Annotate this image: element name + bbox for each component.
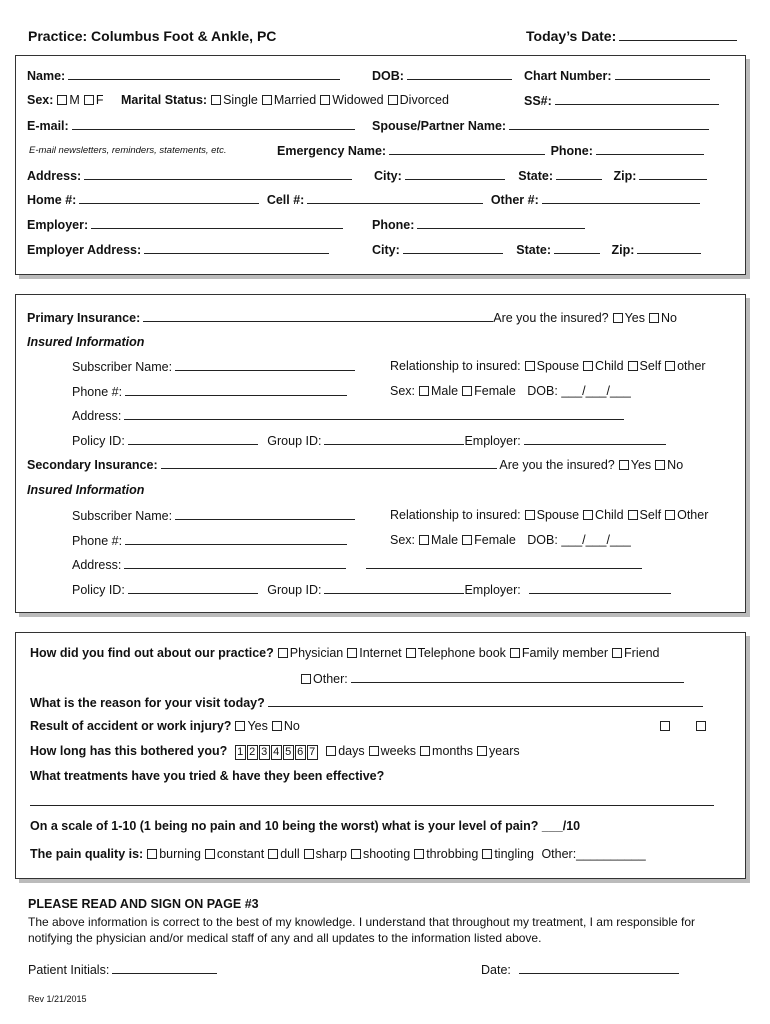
patient-name-row: Name: bbox=[27, 68, 340, 83]
chart-number-field[interactable] bbox=[615, 68, 710, 80]
dob-row: DOB: bbox=[372, 68, 512, 83]
rel-child-checkbox-2[interactable] bbox=[583, 510, 593, 520]
insured-dob-field-1[interactable]: ___/___/___ bbox=[561, 384, 631, 398]
tingling-checkbox[interactable] bbox=[482, 849, 492, 859]
group-id-field-2[interactable] bbox=[324, 582, 464, 594]
constant-checkbox[interactable] bbox=[205, 849, 215, 859]
find-friend-checkbox[interactable] bbox=[612, 648, 622, 658]
insured-address-field-2b[interactable] bbox=[366, 557, 642, 569]
rel-child-checkbox-1[interactable] bbox=[583, 361, 593, 371]
insured-phone-field-2[interactable] bbox=[125, 533, 347, 545]
initials-row: Patient Initials: bbox=[28, 962, 217, 977]
signature-date-field[interactable] bbox=[519, 962, 679, 974]
number-boxes bbox=[235, 744, 319, 758]
single-checkbox[interactable] bbox=[211, 95, 221, 105]
num-2[interactable]: 2 bbox=[247, 745, 258, 760]
num-3[interactable]: 3 bbox=[259, 745, 270, 760]
accident-no-checkbox[interactable] bbox=[272, 721, 282, 731]
find-other-field[interactable] bbox=[351, 671, 684, 683]
primary-yes-checkbox[interactable] bbox=[613, 313, 623, 323]
sex-dob-row-2: Sex: Male Female DOB: ___/___/___ bbox=[390, 533, 631, 547]
how-find-row: How did you find out about our practice? Physician Internet Telephone book Family member Friend bbox=[30, 646, 660, 660]
phones-row: Home #: Cell #: Other #: bbox=[27, 192, 700, 207]
dull-checkbox[interactable] bbox=[268, 849, 278, 859]
policy-id-field-2[interactable] bbox=[128, 582, 258, 594]
subscriber-row-1: Subscriber Name: bbox=[72, 359, 355, 374]
subscriber-name-field-2[interactable] bbox=[175, 508, 355, 520]
rel-self-checkbox-2[interactable] bbox=[628, 510, 638, 520]
employer-address-field[interactable] bbox=[144, 242, 329, 254]
employer-phone-field[interactable] bbox=[417, 217, 585, 229]
primary-no-checkbox[interactable] bbox=[649, 313, 659, 323]
employer-phone-row: Phone: bbox=[372, 217, 585, 232]
employer-row: Employer: bbox=[27, 217, 343, 232]
pain-quality-row: The pain quality is: burning constant dull sharp shooting throbbing tingling Other:__________ bbox=[30, 847, 646, 861]
num-1[interactable]: 1 bbox=[235, 745, 246, 760]
treatments-row bbox=[30, 794, 714, 809]
emergency-row: Emergency Name: Phone: bbox=[277, 143, 704, 158]
find-family-member-checkbox[interactable] bbox=[510, 648, 520, 658]
address-field[interactable] bbox=[84, 168, 352, 180]
how-long-row: How long has this bothered you? 1 2 3 4 5 6 7 days weeks months years bbox=[30, 744, 520, 758]
email-field[interactable] bbox=[72, 118, 355, 130]
phone-row-2: Phone #: bbox=[72, 533, 347, 548]
initials-field[interactable] bbox=[112, 962, 217, 974]
subscriber-name-field-1[interactable] bbox=[175, 359, 355, 371]
rel-self-checkbox-1[interactable] bbox=[628, 361, 638, 371]
todays-date-field[interactable] bbox=[619, 29, 737, 41]
num-4[interactable]: 4 bbox=[271, 745, 282, 760]
insured-employer-field-2[interactable] bbox=[529, 582, 671, 594]
secondary-insurance-row: Secondary Insurance: Are you the insured? Yes No bbox=[27, 458, 684, 472]
married-checkbox[interactable] bbox=[262, 95, 272, 105]
secondary-insurance-field[interactable] bbox=[161, 457, 497, 469]
secondary-no-checkbox[interactable] bbox=[655, 460, 665, 470]
num-5[interactable]: 5 bbox=[283, 745, 294, 760]
employer-city-row: City: State: Zip: bbox=[372, 242, 701, 257]
address-row-2: Address: bbox=[72, 557, 642, 572]
rel-spouse-checkbox-2[interactable] bbox=[525, 510, 535, 520]
rel-other-checkbox-2[interactable] bbox=[665, 510, 675, 520]
treatments-field[interactable] bbox=[30, 794, 714, 806]
chart-number-row: Chart Number: bbox=[524, 68, 710, 83]
quality-other-field[interactable]: Other:__________ bbox=[541, 847, 646, 861]
primary-insurance-row: Primary Insurance: Are you the insured? Yes No bbox=[27, 311, 677, 325]
throbbing-checkbox[interactable] bbox=[414, 849, 424, 859]
policy-row-1: Policy ID: Group ID: Employer: bbox=[72, 433, 666, 448]
num-6[interactable]: 6 bbox=[295, 745, 306, 760]
city-row: City: State: Zip: bbox=[374, 168, 707, 183]
email-row: E-mail: bbox=[27, 118, 355, 133]
rel-spouse-checkbox-1[interactable] bbox=[525, 361, 535, 371]
rel-other-checkbox-1[interactable] bbox=[665, 361, 675, 371]
accident-yes-checkbox[interactable] bbox=[235, 721, 245, 731]
find-other-row: Other: bbox=[297, 671, 684, 686]
female-checkbox-1[interactable] bbox=[462, 386, 472, 396]
months-checkbox[interactable] bbox=[420, 746, 430, 756]
sex-dob-row-1: Sex: Male Female DOB: ___/___/___ bbox=[390, 384, 631, 398]
female-checkbox-2[interactable] bbox=[462, 535, 472, 545]
insured-info-heading-1: Insured Information bbox=[27, 335, 145, 349]
policy-id-field-1[interactable] bbox=[128, 433, 258, 445]
insured-address-field-2[interactable] bbox=[124, 557, 346, 569]
email-note: E-mail newsletters, reminders, statements, etc. bbox=[29, 145, 227, 156]
city-field[interactable] bbox=[405, 168, 505, 180]
spouse-field[interactable] bbox=[509, 118, 709, 130]
insured-phone-field-1[interactable] bbox=[125, 384, 347, 396]
days-checkbox[interactable] bbox=[326, 746, 336, 756]
secondary-yes-checkbox[interactable] bbox=[619, 460, 629, 470]
employer-state-field[interactable] bbox=[554, 242, 600, 254]
group-id-field-1[interactable] bbox=[324, 433, 464, 445]
extra-checkbox-1[interactable] bbox=[660, 721, 670, 731]
insured-dob-field-2[interactable]: ___/___/___ bbox=[561, 533, 631, 547]
spouse-row: Spouse/Partner Name: bbox=[372, 118, 709, 133]
address-row: Address: bbox=[27, 168, 352, 183]
employer-address-row: Employer Address: bbox=[27, 242, 329, 257]
employer-field[interactable] bbox=[91, 217, 343, 229]
insured-address-field-1[interactable] bbox=[124, 408, 624, 420]
sex-f-checkbox[interactable] bbox=[84, 95, 94, 105]
weeks-checkbox[interactable] bbox=[369, 746, 379, 756]
divorced-checkbox[interactable] bbox=[388, 95, 398, 105]
male-checkbox-1[interactable] bbox=[419, 386, 429, 396]
years-checkbox[interactable] bbox=[477, 746, 487, 756]
subscriber-row-2: Subscriber Name: bbox=[72, 508, 355, 523]
policy-row-2: Policy ID: Group ID: Employer: bbox=[72, 582, 671, 597]
revision-note: Rev 1/21/2015 bbox=[28, 994, 87, 1004]
zip-field[interactable] bbox=[639, 168, 707, 180]
phone-row-1: Phone #: bbox=[72, 384, 347, 399]
male-checkbox-2[interactable] bbox=[419, 535, 429, 545]
state-field[interactable] bbox=[556, 168, 602, 180]
name-field[interactable] bbox=[68, 68, 340, 80]
insured-info-heading-2: Insured Information bbox=[27, 483, 145, 497]
shooting-checkbox[interactable] bbox=[351, 849, 361, 859]
todays-date-label: Today’s Date: bbox=[526, 28, 737, 44]
home-phone-field[interactable] bbox=[79, 192, 259, 204]
cell-phone-field[interactable] bbox=[307, 192, 483, 204]
relationship-row-2: Relationship to insured: Spouse Child Self Other bbox=[390, 508, 709, 522]
sex-row: Sex: M F Marital Status: Single Married Widowed Divorced bbox=[27, 93, 449, 107]
reason-row: What is the reason for your visit today? bbox=[30, 695, 703, 710]
emergency-phone-field[interactable] bbox=[596, 143, 704, 155]
statement-text: The above information is correct to the best of my knowledge. I understand that throughout my treatment, I am responsible for notifying the physician and/or medical staff of any and all updates to the information listed above. bbox=[28, 915, 696, 945]
signature-date-row: Date: bbox=[481, 962, 679, 977]
insured-employer-field-1[interactable] bbox=[524, 433, 666, 445]
relationship-row-1: Relationship to insured: Spouse Child Self other bbox=[390, 359, 706, 373]
emergency-name-field[interactable] bbox=[389, 143, 545, 155]
address-row-1: Address: bbox=[72, 408, 624, 423]
sign-notice: PLEASE READ AND SIGN ON PAGE #3 bbox=[28, 897, 259, 911]
find-physician-checkbox[interactable] bbox=[278, 648, 288, 658]
dob-field[interactable] bbox=[407, 68, 512, 80]
find-internet-checkbox[interactable] bbox=[347, 648, 357, 658]
sex-m-checkbox[interactable] bbox=[57, 95, 67, 105]
ss-field[interactable] bbox=[555, 93, 719, 105]
employer-zip-field[interactable] bbox=[637, 242, 701, 254]
widowed-checkbox[interactable] bbox=[320, 95, 330, 105]
burning-checkbox[interactable] bbox=[147, 849, 157, 859]
sharp-checkbox[interactable] bbox=[304, 849, 314, 859]
ss-row: SS#: bbox=[524, 93, 719, 108]
treatments-label: What treatments have you tried & have they been effective? bbox=[30, 769, 385, 783]
pain-scale-label: On a scale of 1-10 (1 being no pain and 10 being the worst) what is your level of pain? ___/10 bbox=[30, 819, 581, 833]
find-telephone-book-checkbox[interactable] bbox=[406, 648, 416, 658]
accident-row: Result of accident or work injury? Yes No bbox=[30, 719, 300, 733]
extra-checkbox-2[interactable] bbox=[696, 721, 706, 731]
other-phone-field[interactable] bbox=[542, 192, 700, 204]
practice-title: Practice: Columbus Foot & Ankle, PC bbox=[28, 28, 277, 44]
find-other-checkbox[interactable] bbox=[301, 674, 311, 684]
employer-city-field[interactable] bbox=[403, 242, 503, 254]
num-7[interactable]: 7 bbox=[307, 745, 318, 760]
primary-insurance-field[interactable] bbox=[143, 310, 493, 322]
reason-field[interactable] bbox=[268, 695, 703, 707]
